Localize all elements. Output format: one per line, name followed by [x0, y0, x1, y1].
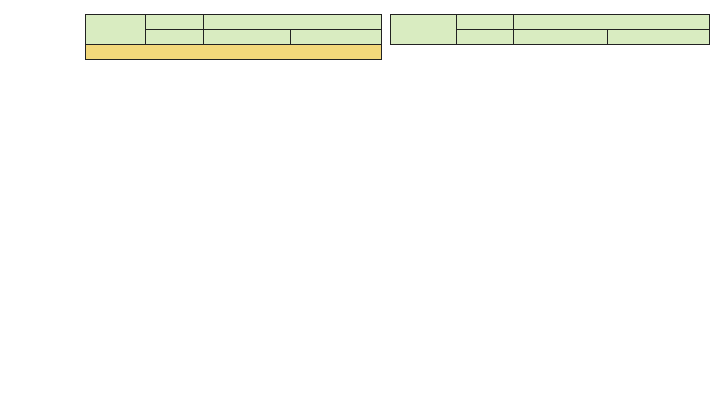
header-tipe	[514, 15, 710, 30]
header-tipe-36	[291, 30, 382, 45]
table-c	[390, 14, 710, 45]
header-luas-unit	[456, 30, 513, 45]
taman-row	[86, 45, 382, 60]
table-a	[85, 14, 382, 60]
header-tipe-32	[514, 30, 608, 45]
header-luas	[456, 15, 513, 30]
header-tipe-36	[607, 30, 709, 45]
header-luas	[145, 15, 203, 30]
header-luas-unit	[145, 30, 203, 45]
header-blok	[86, 15, 146, 45]
header-blok	[391, 15, 457, 45]
header-tipe-32	[203, 30, 291, 45]
header-tipe	[203, 15, 381, 30]
